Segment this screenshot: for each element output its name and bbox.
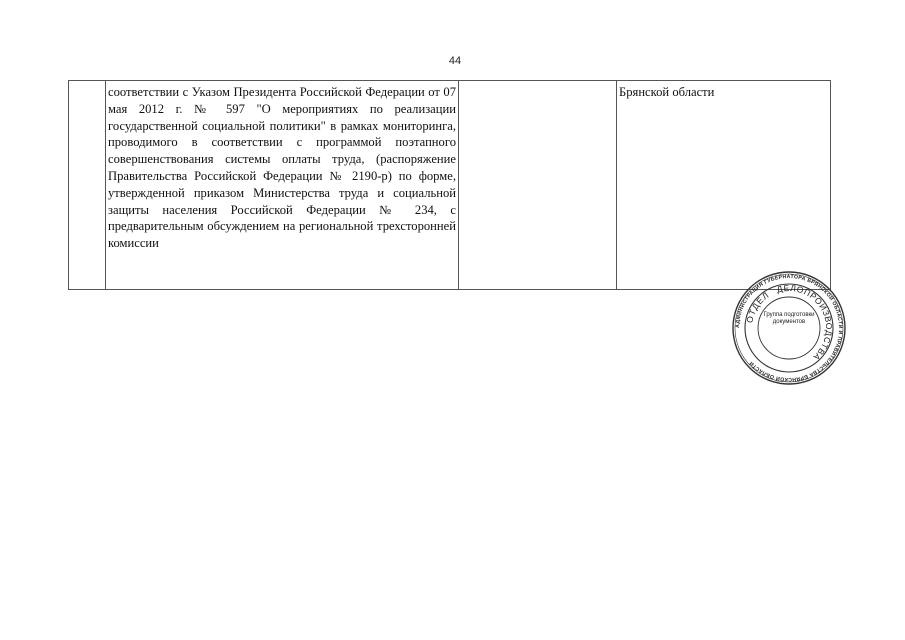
document-table	[68, 80, 831, 290]
cell-text	[69, 81, 105, 84]
stamp-top-text: ОТДЕЛ	[744, 289, 772, 324]
stamp-inner-ring	[758, 297, 820, 359]
stamp-center-text: Группа подготовки документов	[763, 312, 815, 325]
table-cell-description	[106, 81, 459, 290]
table-cell-deadline	[459, 81, 617, 290]
cell-text: соответствии с Указом Президента Российской Федерации от 07 мая 2012 г. № 597 "О мероприятиях по реализации государственной социальной политики" в рамках мониторинга, проводимого в соответствии с программой поэтапного совершенствования системы оплаты труда, (распоряжение Правительства Российской Федерации № 2190-р) по форме, утвержденной приказом Министерства труда и социальной защиты населения Российской Федерации № 234, с предварительным обсуждением на региональной трехсторонней комиссии	[108, 85, 456, 251]
table-cell-responsible	[617, 81, 831, 290]
page-number: 44	[448, 55, 462, 67]
stamp-outer-text: АДМИНИСТРАЦИЯ ГУБЕРНАТОРА БРЯНСКОЙ ОБЛАСТИ И ПРАВИТЕЛЬСТВА БРЯНСКОЙ ОБЛАСТИ	[734, 273, 844, 383]
cell-text	[459, 81, 616, 84]
official-stamp	[731, 270, 847, 386]
stamp-ring-text: ДЕЛОПРОИЗВОДСТВА	[775, 282, 835, 363]
table-row	[69, 81, 831, 290]
cell-text: Брянской области	[619, 85, 715, 99]
table-cell-number	[69, 81, 106, 290]
